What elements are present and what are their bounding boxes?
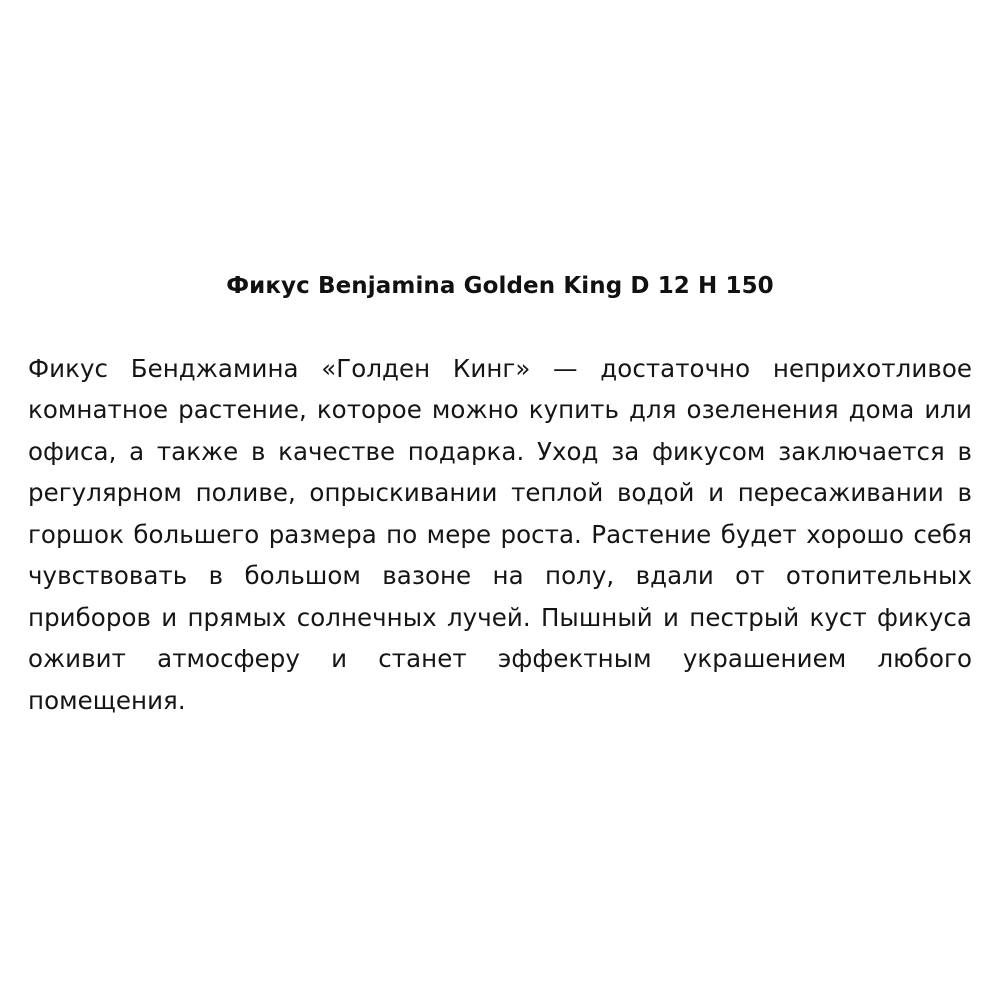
- page-title: Фикус Benjamina Golden King D 12 H 150: [226, 273, 774, 299]
- description-paragraph: Фикус Бенджамина «Голден Кинг» — достаточно неприхотливое комнатное растение, которое можно купить для озеленения дома или офиса, а также в качестве подарка. Уход за фикусом заключается в регулярном поливе, опрыскивании теплой водой и пересаживании в горшок большего размера по мере роста. Растение будет хорошо себя чувствовать в большом вазоне на полу, вдали от отопительных приборов и прямых солнечных лучей. Пышный и пестрый куст фикуса оживит атмосферу и станет эффектным украшением любого помещения.: [28, 353, 972, 715]
- document-content: [28, 272, 972, 721]
